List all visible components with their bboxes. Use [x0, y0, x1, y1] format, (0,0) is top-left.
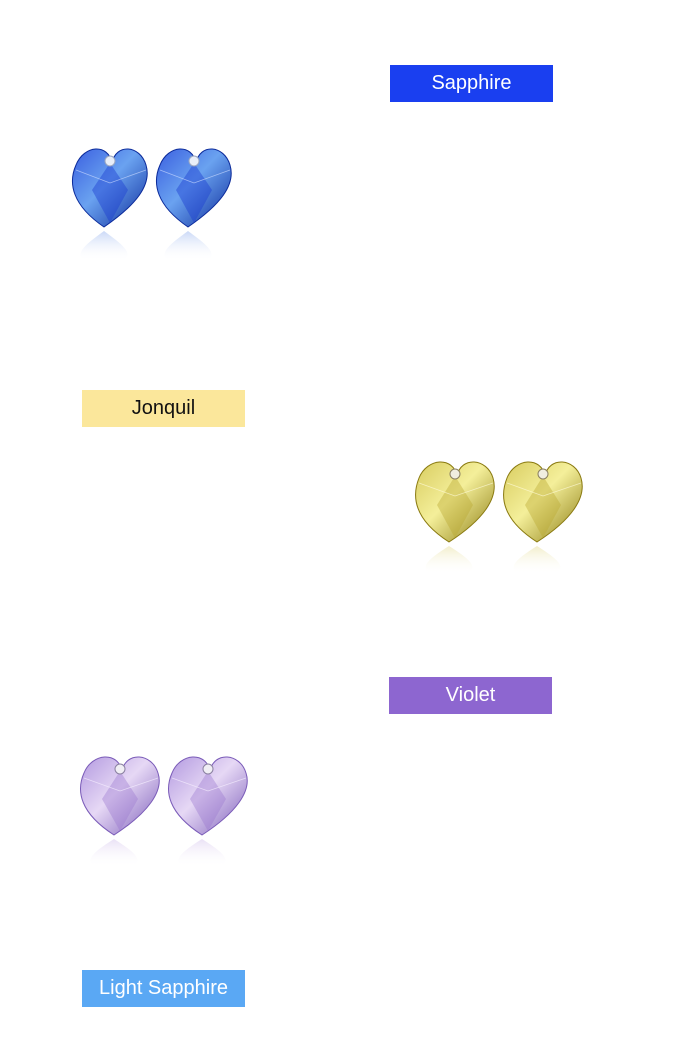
color-label-violet: Violet: [389, 677, 552, 714]
heart-earrings-jonquil-icon: [405, 450, 585, 580]
color-label-sapphire: Sapphire: [390, 65, 553, 102]
color-label-jonquil: Jonquil: [82, 390, 245, 427]
product-description-text: [40, 476, 298, 606]
product-description-text: [361, 760, 619, 890]
heart-earrings-sapphire-icon: [62, 135, 232, 270]
heart-earrings-violet-icon: [70, 745, 250, 875]
color-label-light-sapphire: Light Sapphire: [82, 970, 245, 1007]
product-description-text: [361, 150, 619, 280]
